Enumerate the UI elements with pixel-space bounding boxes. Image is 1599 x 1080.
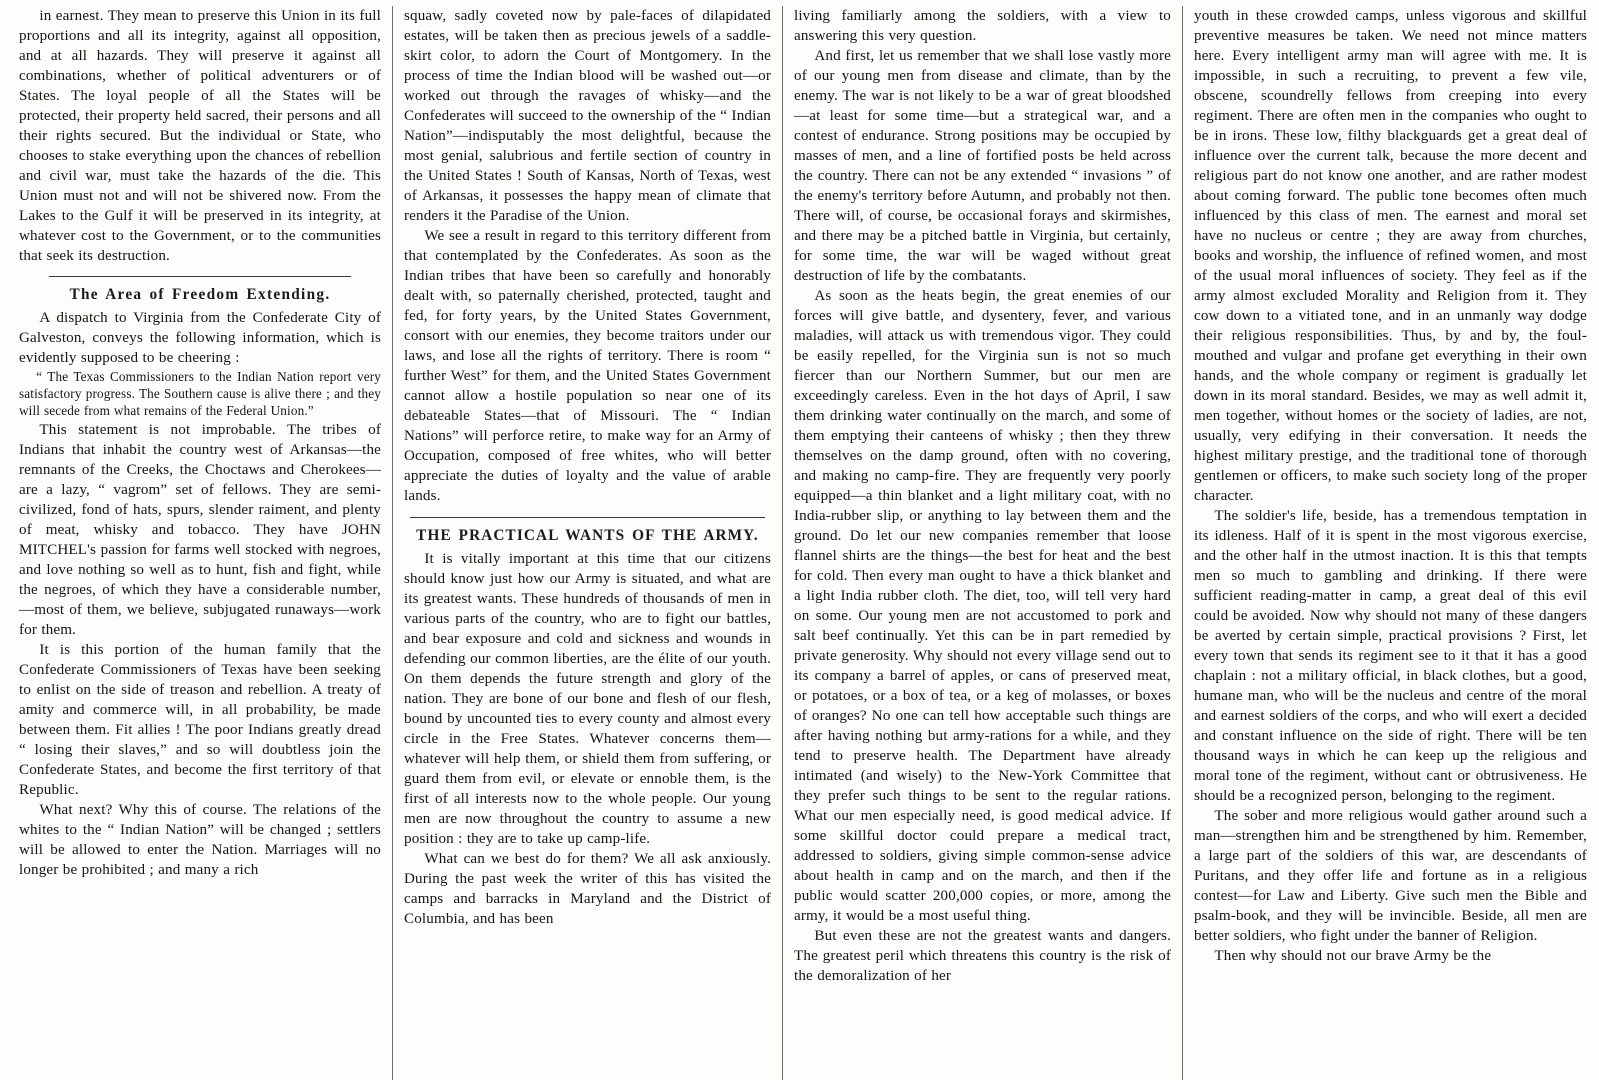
column-4 — [1183, 6, 1591, 1080]
paragraph: What next? Why this of course. The relations of the whites to the “ Indian Nation” will be changed ; settlers will be allowed to enter the Nation. Marriages will no longer be prohibited ; and many a rich — [19, 801, 381, 878]
paragraph: But even these are not the greatest wants and dangers. The greatest peril which threatens this country is the risk of the demoralization of her — [794, 928, 1171, 984]
paragraph: It is vitally important at this time that our citizens should know just how our Army is situated, and what are its greatest wants. These hundreds of thousands of men in various parts of the country, who are to fight our battles, and bear exposure and cold and sickness and wounds in defending our common liberties, are the élite of our youth. On them depends the future strength and glory of the nation. They are bone of our bone and flesh of our flesh, bound by uncounted ties to every county and almost every circle in the Free States. Whatever concerns them—whatever will help them, or shield them from suffering, or guard them from evil, or elevate or ennoble them, is the first of all interests now to the whole people. Our young men are now throughout the country to assume a new position : they are to take up camp-life. — [404, 551, 771, 847]
paragraph: Then why should not our brave Army be the — [1214, 948, 1492, 964]
paragraph: in earnest. They mean to preserve this Union in its full proportions and all its integrity, against all opposition, and at all hazards. They will preserve it against all combinations, whether of political adventurers or of States. The loyal people of all the States will be protected, their property held sacred, their persons and all their rights secured. But the individual or State, who chooses to stake everything upon the chances of rebellion and civil war, must take the hazards of the die. This Union must not and will not be shivered now. From the Lakes to the Gulf it will be preserved in its integrity, at whatever cost to the Government, or to the communities that seek its destruction. — [19, 8, 381, 264]
paragraph: youth in these crowded camps, unless vigorous and skillful preventive measures be taken. We need not mince matters here. Every intelligent army man will agree with me. It is impossible, in such a recruiting, to prevent a few vile, obscene, scoundrelly fellows from creeping into every regiment. There are often men in the companies who ought to be in irons. These low, filthy blackguards get a great deal of influence over the current talk, because the more decent and religious part do not know one another, and are rather modest about coming forward. The public tone becomes often much influenced by this class of men. The earnest and moral set have no nucleus or centre ; they are away from churches, books and worship, the influence of refined women, and most of the usual moral influences of society. They feel as if the army almost excluded Morality and Religion from it. They cow down to a vitiated tone, and in an unmanly way dodge their religious responsibilities. Thus, by and by, the foul-mouthed and vulgar and profane get everything in their own hands, and the whole company or regiment is gradually let down in its moral standard. Besides, we may as well admit it, men together, without homes or the society of ladies, are not, usually, very edifying in their conversation. It needs the highest military prestige, and the traditional tone of thorough gentlemen or officers, to make such society long of the proper character. — [1194, 8, 1587, 504]
section-divider-rule — [410, 517, 765, 518]
paragraph: living familiarly among the soldiers, with a view to answering this very question. — [794, 8, 1171, 44]
blockquote-texas-commissioners: “ The Texas Commissioners to the Indian Nation report very satisfactory progress. The Southern cause is alive there ; and they will secede from what remains of the Federal Union.” — [19, 369, 381, 419]
headline-area-of-freedom-extending: The Area of Freedom Extending. — [69, 286, 331, 303]
column-2 — [393, 6, 783, 1080]
paragraph: This statement is not improbable. The tribes of Indians that inhabit the country west of Arkansas—the remnants of the Creeks, the Choctaws and Cherokees—are a lazy, “ vagrom” set of fellows. They are semi-civilized, fond of hats, spurs, slender raiment, and plenty of meat, whisky and tobacco. They have JOHN MITCHEL's passion for farms well stocked with negroes, and love nothing so well as to hunt, fish and fight, while the negroes, of which they have a considerable number,—most of them, we believe, subjugated runaways—work for them. — [19, 421, 381, 638]
column-1 — [8, 6, 393, 1080]
column-3 — [783, 6, 1183, 1080]
paragraph: The soldier's life, beside, has a tremendous temptation in its idleness. Half of it is spent in the most vigorous exercise, and the other half in the utmost inaction. It is this that tempts men so much to gambling and drinking. If there were sufficient reading-matter in camp, a great deal of this evil could be avoided. Now why should not many of these dangers be averted by certain simple, practical provisions ? First, let every town that sends its regiment see to it that it has a good chaplain : not a military official, in black clothes, but a good, humane man, who will be the nucleus and centre of the moral and earnest soldiers of the corps, and who will exert a decided and constant influence on the side of right. There will be ten thousand ways in which he can keep up the religious and moral tone of the regiment, without cant or obtrusiveness. He should be a recognized person, belonging to the regiment. — [1194, 508, 1587, 804]
paragraph: squaw, sadly coveted now by pale-faces of dilapidated estates, will be taken then as precious jewels of a saddle-skirt color, to adorn the Court of Montgomery. In the process of time the Indian blood will be washed out—or worked out through the ravages of whisky—and the Confederates will succeed to the ownership of the “ Indian Nation”—indisputably the most delightful, because the most genial, salubrious and fertile section of country in the United States ! South of Kansas, North of Texas, west of Arkansas, it possesses the happy mean of climate that renders it the Paradise of the Union. — [404, 8, 771, 224]
paragraph: As soon as the heats begin, the great enemies of our forces will give battle, and dysentery, fever, and various maladies, will attack us with tremendous vigor. They could be easily repelled, for the Virginia sun is not so much fiercer than our Northern Summer, but our men are exceedingly careless. Even in the hot days of April, I saw them drinking water continually on the march, and some of them emptying their canteens of whisky ; then they threw themselves on the damp ground, often with no covering, and making no camp-fire. They are frequently very poorly equipped—a thin blanket and a light military coat, with no India-rubber slip, or anything to lay between them and the ground. Do let our new companies remember that loose flannel shirts are the things—the best for heat and the best for cold. Then every man ought to have a thick blanket and a light India rubber cloth. The diet, too, will tell very hard on some. Our young men are not accustomed to pork and salt beef continually. Yet this can be in part remedied by private generosity. Why should not every village send out to its company a barrel of apples, or cans of preserved meat, or potatoes, or a box of tea, or a keg of molasses, or boxes of oranges? No one can tell how acceptable such things are after having nothing but army-rations for a while, and they tend to preserve health. The Department have already intimated (and wisely) to the New-York Committee that they prefer such things to be sent to the regular rations. What our men especially need, is good medical advice. If some skillful doctor could prepare a medical tract, addressed to soldiers, giving simple common-sense advice about health in camp and on the march, and then if the public would scatter 200,000 copies, or more, among the army, it would be a most useful thing. — [794, 288, 1171, 924]
paragraph: It is this portion of the human family that the Confederate Commissioners of Texas have been seeking to enlist on the side of treason and rebellion. A treaty of amity and commerce will, in all probability, be made between them. Fit allies ! The poor Indians greatly dread “ losing their slaves,” and so will doubtless join the Confederate States, and become the first territory of that Republic. — [19, 641, 381, 798]
paragraph: The sober and more religious would gather around such a man—strengthen him and be strengthened by him. Remember, a large part of the soldiers of this war, are descendants of Puritans, and they offer life and fortune as in a religious contest—for Law and Liberty. Give such men the Bible and psalm-book, and they will be invincible. Beside, all men are better soldiers, who fight under the banner of Religion. — [1194, 808, 1587, 944]
paragraph: And first, let us remember that we shall lose vastly more of our young men from disease and climate, than by the enemy. The war is not likely to be a war of great bloodshed—at least for some time—but a strategical war, and a contest of endurance. Strong positions may be occupied by masses of men, and a line of fortified posts be held across the country. There can not be any extended “ invasions ” of the enemy's territory before Autumn, and probably not then. There will, of course, be occasional forays and skirmishes, and there may be a pitched battle in Virginia, but certainly, for some time, the war will be waged without great destruction of life by the combatants. — [794, 48, 1171, 284]
paragraph: We see a result in regard to this territory different from that contemplated by the Confederates. As soon as the Indian tribes that have been so carefully and honorably dealt with, so paternally cherished, protected, taught and fed, for forty years, by the United States Government, consort with our enemies, they become traitors under our laws, and lose all the rights of territory. There is room “ further West” for them, and the United States Government cannot allow a hostile population so near one of its debateable States—that of Missouri. The “ Indian Nations” will perforce retire, to make way for an Army of Occupation, composed of free whites, who will better appreciate the duties of loyalty and the value of arable lands. — [404, 228, 771, 504]
paragraph: A dispatch to Virginia from the Confederate City of Galveston, conveys the following information, which is evidently supposed to be cheering : — [19, 310, 381, 366]
paragraph: What can we best do for them? We all ask anxiously. During the past week the writer of this has visited the camps and barracks in Maryland and the District of Columbia, and has been — [404, 851, 771, 927]
section-divider-rule — [49, 276, 351, 277]
headline-practical-wants-of-the-army: THE PRACTICAL WANTS OF THE ARMY. — [416, 527, 759, 544]
